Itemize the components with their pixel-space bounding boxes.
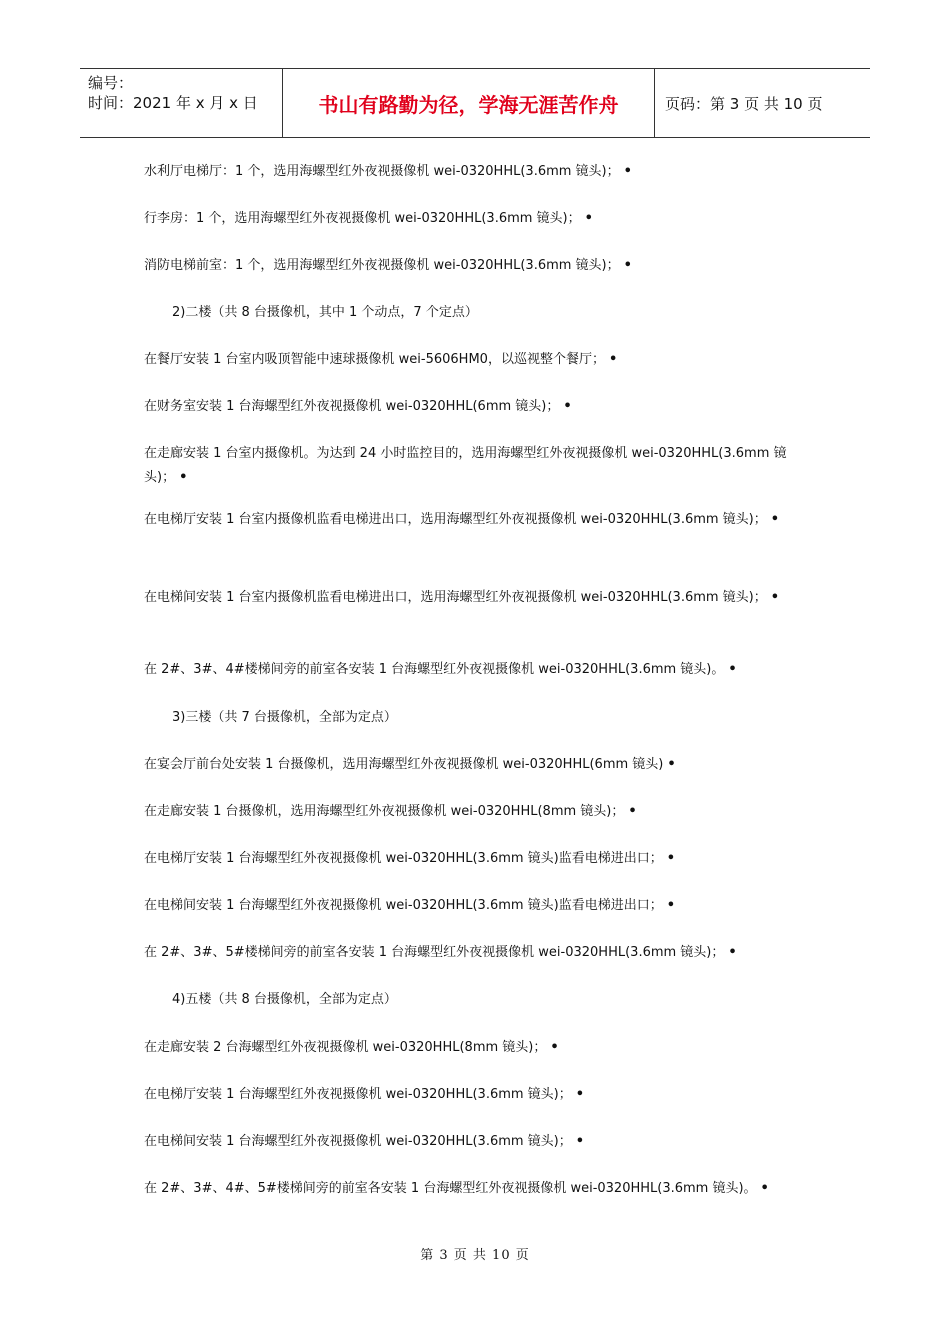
paragraph-text: 在 2#、3#、4#、5#楼梯间旁的前室各安装 1 台海螺型红外夜视摄像机 wei-0320HHL(3.6mm 镜头)。 (144, 1181, 757, 1196)
list-item (144, 1083, 814, 1107)
paragraph-text: 在 2#、3#、4#楼梯间旁的前室各安装 1 台海螺型红外夜视摄像机 wei-0320HHL(3.6mm 镜头)。 (144, 662, 725, 677)
list-item (144, 1177, 814, 1201)
bullet-icon: • (667, 757, 676, 772)
page-footer: 第 3 页 共 10 页 (420, 1248, 530, 1263)
bullet-icon: • (575, 1134, 585, 1149)
paragraph-text: 在电梯间安装 1 台室内摄像机监看电梯进出口，选用海螺型红外夜视摄像机 wei-0320HHL(3.6mm 镜头)； (144, 590, 767, 605)
paragraph-text: 4)五楼（共 8 台摄像机，全部为定点） (172, 992, 397, 1007)
section-heading (172, 301, 842, 325)
list-item (144, 658, 814, 682)
bullet-icon: • (666, 851, 676, 866)
bullet-icon: • (623, 258, 632, 273)
bullet-icon: • (608, 352, 618, 367)
paragraph-text: 在电梯厅安装 1 台海螺型红外夜视摄像机 wei-0320HHL(3.6mm 镜头)监看电梯进出口； (144, 851, 663, 866)
paragraph-text: 在电梯厅安装 1 台室内摄像机监看电梯进出口，选用海螺型红外夜视摄像机 wei-0320HHL(3.6mm 镜头)； (144, 512, 767, 527)
list-item (144, 753, 814, 777)
bullet-icon: • (179, 470, 188, 485)
paragraph-text: 在电梯间安装 1 台海螺型红外夜视摄像机 wei-0320HHL(3.6mm 镜头)监看电梯进出口； (144, 898, 663, 913)
header-motto: 书山有路勤为径，学海无涯苦作舟 (318, 92, 619, 117)
paragraph-text: 3)三楼（共 7 台摄像机，全部为定点） (172, 710, 397, 725)
paragraph-text: 在 2#、3#、5#楼梯间旁的前室各安装 1 台海螺型红外夜视摄像机 wei-0320HHL(3.6mm 镜头)； (144, 945, 725, 960)
list-item (144, 941, 814, 965)
paragraph-text: 在财务室安装 1 台海螺型红外夜视摄像机 wei-0320HHL(6mm 镜头)； (144, 399, 560, 414)
bullet-icon: • (628, 804, 637, 819)
list-item (144, 1130, 814, 1154)
paragraph-text: 水利厅电梯厅：1 个，选用海螺型红外夜视摄像机 wei-0320HHL(3.6mm 镜头)； (144, 164, 620, 179)
header-page-label: 页码：第 3 页 共 10 页 (665, 94, 823, 113)
bullet-icon: • (728, 662, 737, 677)
paragraph-text: 在电梯厅安装 1 台海螺型红外夜视摄像机 wei-0320HHL(3.6mm 镜头)； (144, 1087, 572, 1102)
list-item (144, 160, 814, 184)
header-meta (88, 73, 258, 113)
paragraph-text: 在餐厅安装 1 台室内吸顶智能中速球摄像机 wei-5606HM0，以巡视整个餐厅； (144, 352, 605, 367)
bullet-icon: • (770, 512, 780, 527)
header-divider (654, 69, 655, 137)
paragraph-text: 在走廊安装 2 台海螺型红外夜视摄像机 wei-0320HHL(8mm 镜头)； (144, 1040, 547, 1055)
bullet-icon: • (770, 590, 780, 605)
bullet-icon: • (563, 399, 572, 414)
list-item (144, 894, 814, 918)
page-header (80, 68, 870, 138)
section-heading (172, 706, 842, 730)
section-heading (172, 988, 842, 1012)
paragraph-text: 在宴会厅前台处安装 1 台摄像机，选用海螺型红外夜视摄像机 wei-0320HHL(6mm 镜头) (144, 757, 664, 772)
list-item (144, 254, 814, 278)
list-item (144, 508, 814, 532)
bullet-icon: • (584, 211, 593, 226)
paragraph-text: 在走廊安装 1 台摄像机，选用海螺型红外夜视摄像机 wei-0320HHL(8mm 镜头)； (144, 804, 625, 819)
paragraph-text: 2)二楼（共 8 台摄像机，其中 1 个动点，7 个定点） (172, 305, 478, 320)
number-label: 编号： (88, 74, 134, 92)
list-item (144, 800, 814, 824)
list-item (144, 586, 814, 610)
list-item (144, 395, 814, 419)
paragraph-text: 消防电梯前室：1 个，选用海螺型红外夜视摄像机 wei-0320HHL(3.6mm 镜头)； (144, 258, 620, 273)
bullet-icon: • (760, 1181, 769, 1196)
bullet-icon: • (728, 945, 737, 960)
list-item (144, 442, 814, 490)
bullet-icon: • (623, 164, 632, 179)
list-item (144, 1036, 814, 1060)
bullet-icon: • (550, 1040, 559, 1055)
paragraph-text: 在电梯间安装 1 台海螺型红外夜视摄像机 wei-0320HHL(3.6mm 镜头)； (144, 1134, 572, 1149)
date-label: 时间：2021 年 x 月 x 日 (88, 94, 258, 112)
list-item (144, 348, 814, 372)
paragraph-text: 在走廊安装 1 台室内摄像机。为达到 24 小时监控目的，选用海螺型红外夜视摄像机 wei-0320HHL(3.6mm 镜头)； (144, 446, 787, 485)
list-item (144, 847, 814, 871)
paragraph-text: 行李房：1 个，选用海螺型红外夜视摄像机 wei-0320HHL(3.6mm 镜头)； (144, 211, 581, 226)
bullet-icon: • (575, 1087, 585, 1102)
bullet-icon: • (666, 898, 676, 913)
list-item (144, 207, 814, 231)
